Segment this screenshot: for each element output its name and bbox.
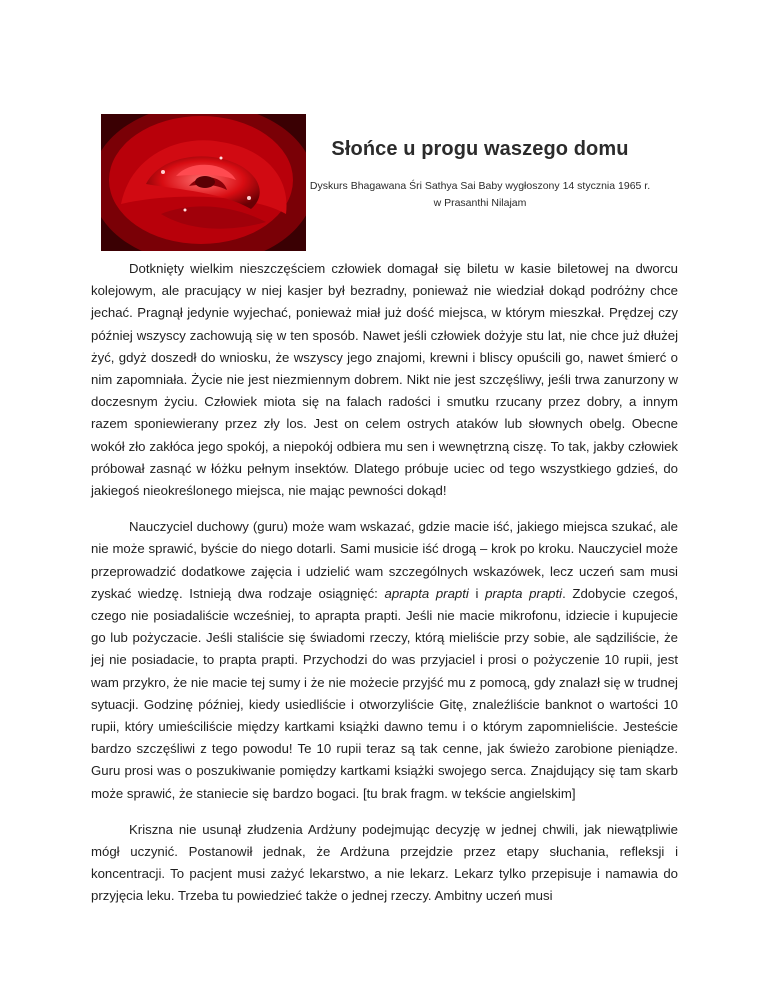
- term-prapta-prapti: prapta prapti: [485, 585, 563, 601]
- paragraph-2: [91, 516, 678, 805]
- paragraph-2-text-b: i: [468, 585, 486, 601]
- subtitle-line-1: Dyskurs Bhagawana Śri Sathya Sai Baby wygłoszony 14 stycznia 1965 r.: [309, 180, 651, 192]
- paragraph-1: Dotknięty wielkim nieszczęściem człowiek domagał się biletu w kasie biletowej na dworcu kolejowym, ale pracujący w niej kasjer był bezradny, ponieważ nie wiedział dokąd podróżny chce jechać. Pragnął jedynie wyjechać, ponieważ miał już dość miejsca, w którym mieszkał. Prędzej czy później wszyscy zachowują się w ten sposób. Nawet jeśli człowiek dożyje stu lat, nie chce już dłużej żyć, gdyż doszedł do wniosku, że wszyscy jego znajomi, krewni i bliscy opuścili go, nawet śmierć o nim zapomniała. Życie nie jest niezmiennym dobrem. Nikt nie jest szczęśliwy, jeśli trwa zanurzony w doczesnym życiu. Człowiek miota się na falach radości i smutku rzucany przez dobry, a innym razem sponiewierany przez zły los. Jest on celem ostrych ataków lub słownych obelg. Obecne wokół zło zakłóca jego spokój, a niepokój odbiera mu sen i wewnętrzną ciszę. To tak, jakby człowiek próbował zasnąć w łóżku pełnym insektów. Dlatego próbuje uciec od tego wszystkiego gdzieś, do jakiegoś nieokreślonego miejsca, nie mając pewności dokąd!: [91, 261, 678, 499]
- paragraph-2-text-a: Nauczyciel duchowy (guru) może wam wskazać, gdzie macie iść, jakiego miejsca szukać, ale nie może sprawić, byście do niego dotarli. Sami musicie iść drogą – krok po kroku. Nauczyciel może przeprowadzić dodatkowe zajęcia i udzielić wam szczególnych wskazówek, lecz uczeń sam musi zyskać wiedzę. Istnieją dwa rodzaje osiągnięć:: [91, 519, 678, 601]
- subtitle-line-2: w Prasanthi Nilajam: [433, 197, 527, 209]
- paragraph-3: Kriszna nie usunął złudzenia Ardżuny podejmując decyzję w jednej chwili, jak niewątpliwie mógł uczynić. Postanowił jednak, że Ardżuna przejdzie przez etapy słuchania, refleksji i koncentracji. To pacjent musi zażyć lekarstwo, a nie lekarz. Lekarz tylko przepisuje i namawia do przyjęcia leku. Trzeba tu powiedzieć także o jednej rzeczy. Ambitny uczeń musi: [91, 821, 678, 904]
- document-body: [91, 258, 678, 922]
- paragraph-2-text-c: . Zdobycie czegoś, czego nie posiadaliście wcześniej, to aprapta prapti. Jeśli nie macie mikrofonu, idziecie i kupujecie go lub pożyczacie. Jeśli staliście się świadomi rzeczy, którą mieliście przy sobie, ale sądziliście, że jej nie posiadacie, to prapta prapti. Przychodzi do was przyjaciel i prosi o pożyczenie 10 rupii, jest wam przykro, że nie macie tej sumy i że nie możecie przyjść mu z pomocą, gdy znalazł się w trudnej sytuacji. Godzinę później, kiedy usiedliście i otworzyliście Gitę, znaleźliście banknot o wartości 10 rupii, który umieściliście między kartkami książki dawno temu i o którym zapomnieliście. Jesteście bardzo szczęśliwi z tego powodu! Te 10 rupii teraz są tak cenne, jak świeżo zarobione pieniądze. Guru prosi was o poszukiwanie pomiędzy kartkami książki swojego serca. Znajdujący się tam skarb może sprawić, że staniecie się bardzo bogaci. [tu brak fragm. w tekście angielskim]: [91, 585, 678, 801]
- page-title: Słońce u progu waszego domu: [331, 138, 629, 160]
- term-aprapta-prapti: aprapta prapti: [384, 585, 469, 601]
